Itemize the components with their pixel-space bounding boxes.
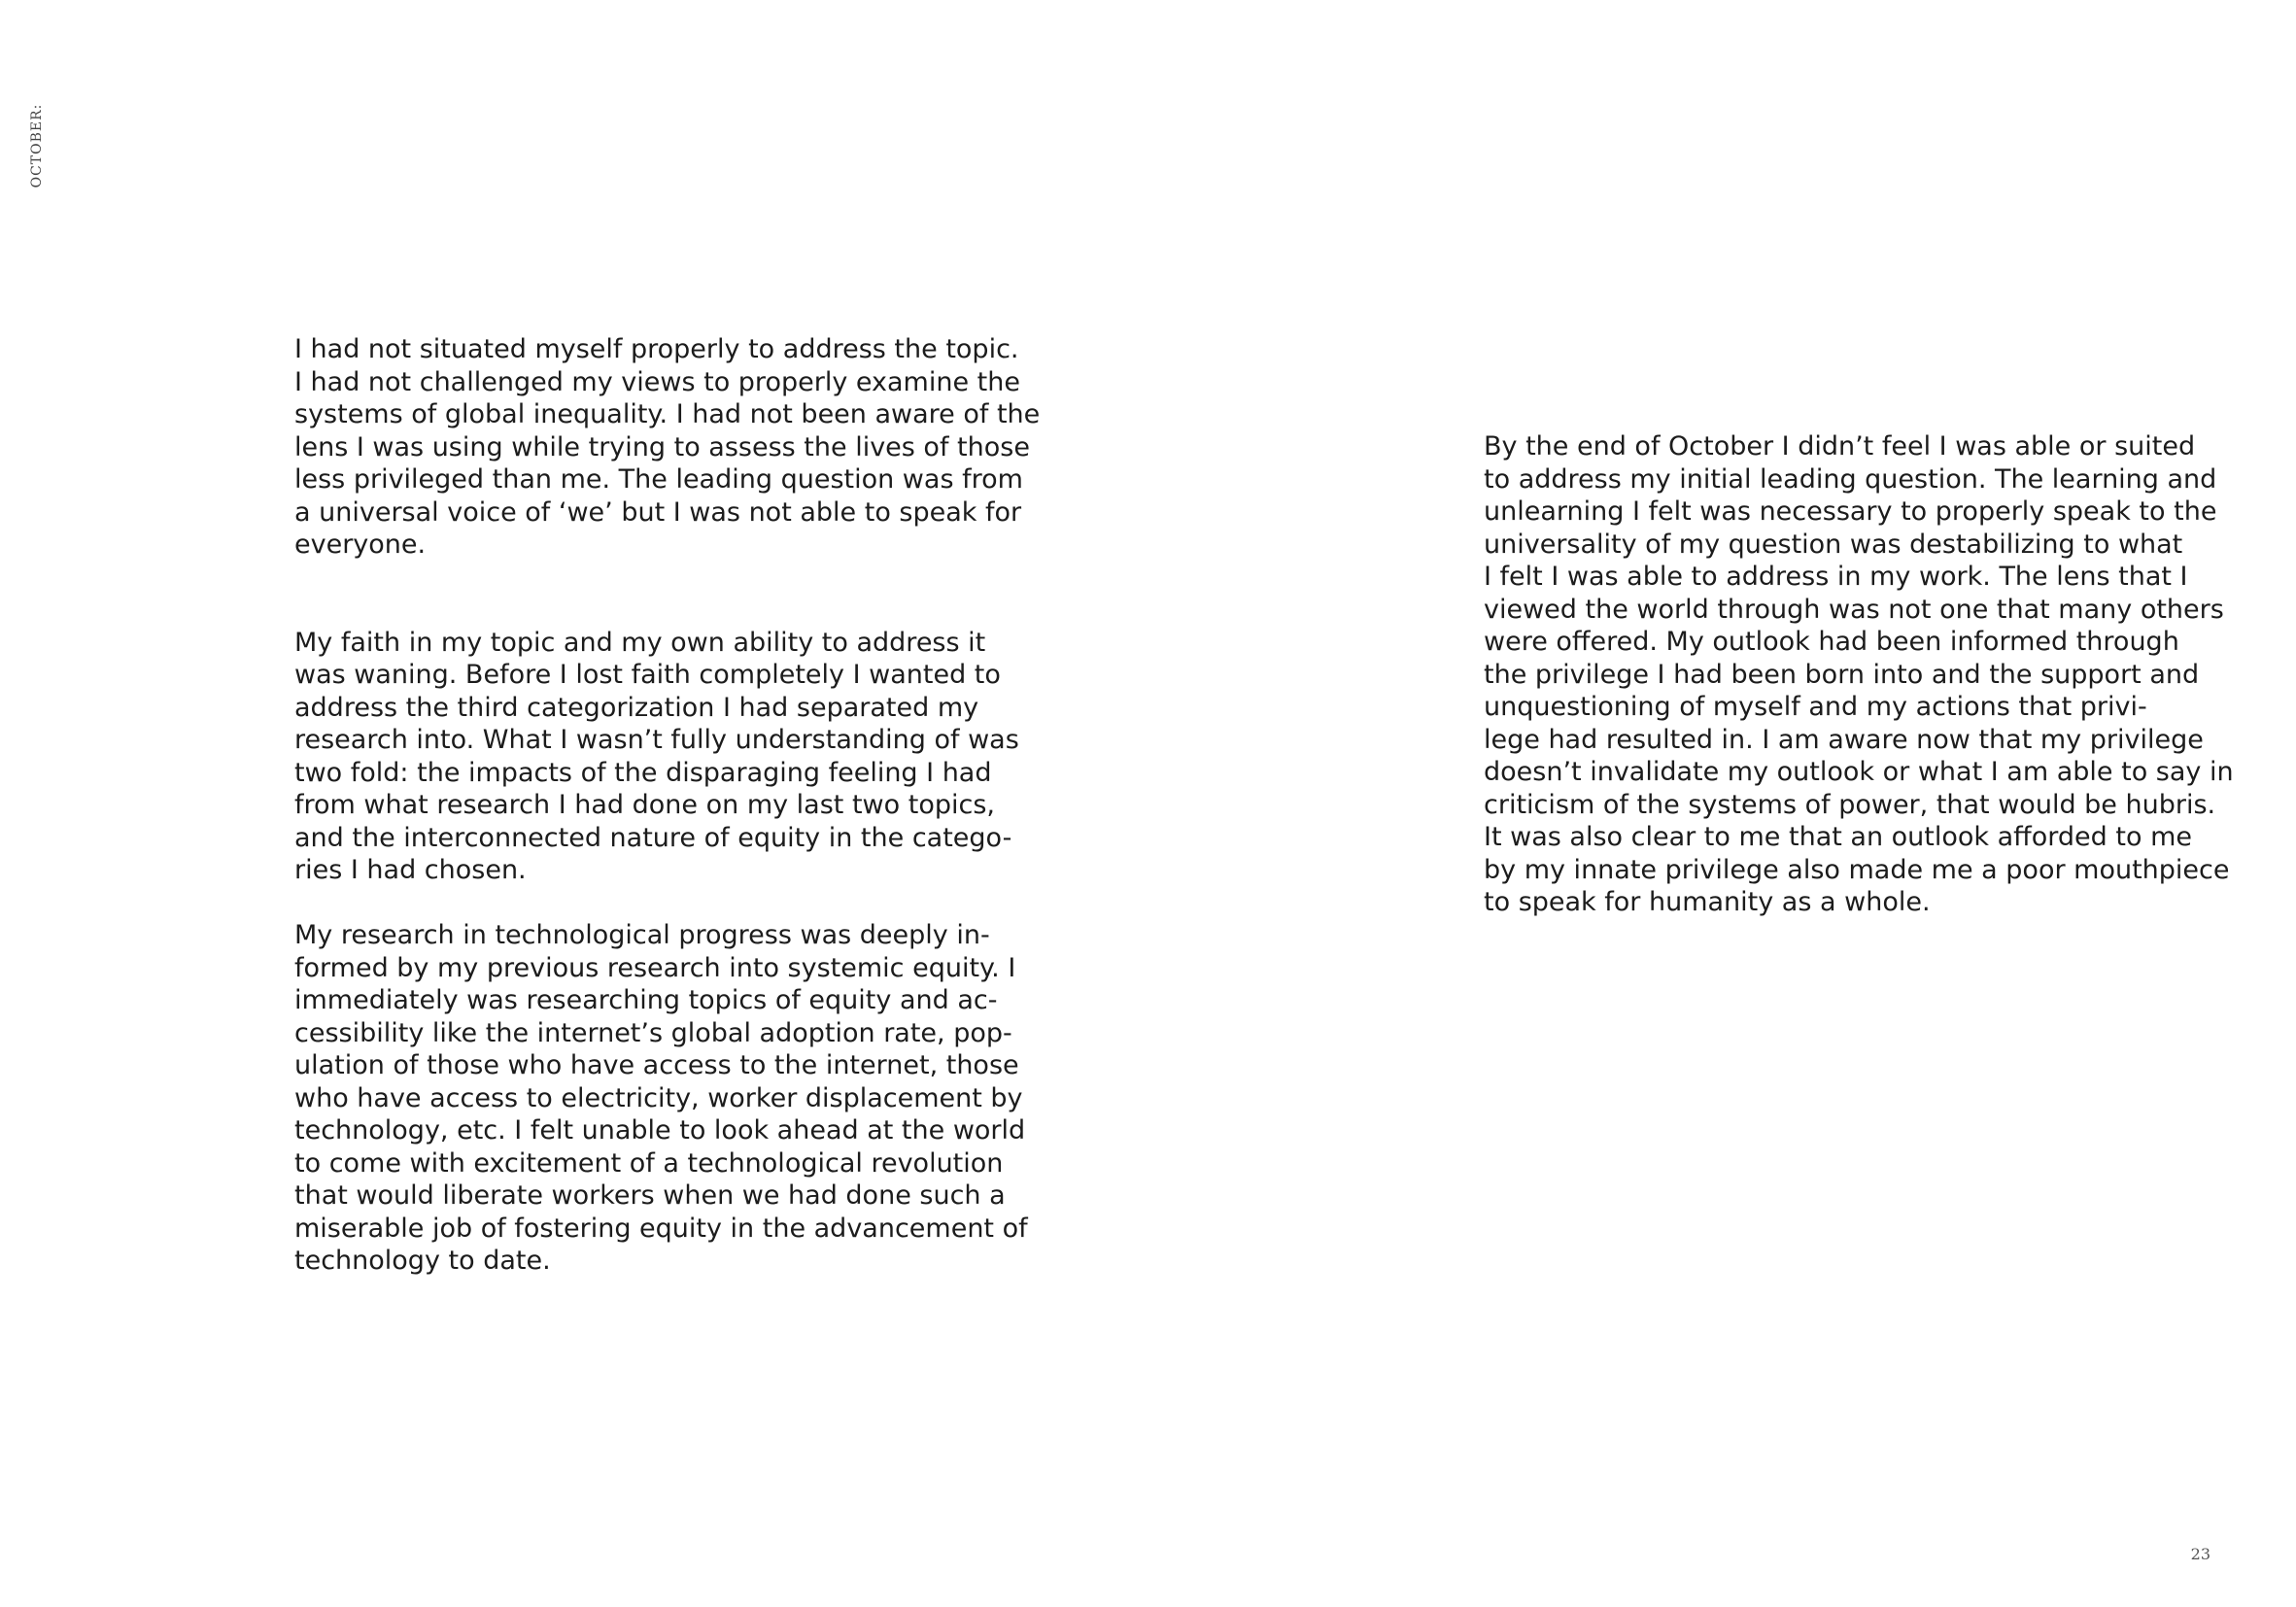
text-line: technology, etc. I felt unable to look ahead at the world bbox=[294, 1115, 1026, 1145]
text-line: everyone. bbox=[294, 530, 427, 560]
text-line: a universal voice of ‘we’ but I was not able to speak for bbox=[294, 496, 1022, 528]
text-line: systems of global inequality. I had not been aware of the bbox=[294, 399, 1041, 429]
text-line: to speak for humanity as a whole. bbox=[1484, 887, 1931, 917]
text-line: It was also clear to me that an outlook afforded to me bbox=[1484, 822, 2192, 852]
text-line: lege had resulted in. I am aware now that my privilege bbox=[1484, 724, 2204, 755]
paragraph bbox=[294, 333, 1041, 562]
text-line: that would liberate workers when we had done such a bbox=[294, 1180, 1006, 1211]
text-line: the privilege I had been born into and the support and bbox=[1484, 659, 2200, 690]
text-line: unquestioning of myself and my actions that privi- bbox=[1484, 692, 2147, 722]
text-line: universality of my question was destabilizing to what bbox=[1484, 529, 2183, 560]
text-line: to come with excitement of a technological revolution bbox=[294, 1147, 1004, 1179]
text-line: technology to date. bbox=[294, 1246, 551, 1276]
right-text-column bbox=[1484, 430, 2234, 919]
text-line: ries I had chosen. bbox=[294, 855, 527, 885]
text-line: research into. What I wasn’t fully understanding of was bbox=[294, 725, 1019, 755]
page-number: 23 bbox=[2190, 1545, 2210, 1563]
text-line: from what research I had done on my last two topics, bbox=[294, 790, 995, 820]
text-line: I had not situated myself properly to address the topic. bbox=[294, 334, 1019, 364]
text-line: less privileged than me. The leading question was from bbox=[294, 464, 1023, 495]
text-line: to address my initial leading question. The learning and bbox=[1484, 463, 2217, 495]
left-text-column bbox=[294, 333, 1041, 1278]
text-line: was waning. Before I lost faith completely I wanted to bbox=[294, 660, 1001, 690]
text-line: criticism of the systems of power, that would be hubris. bbox=[1484, 789, 2216, 820]
text-line: two fold: the impacts of the disparaging feeling I had bbox=[294, 757, 992, 788]
text-line: formed by my previous research into systemic equity. I bbox=[294, 952, 1016, 983]
paragraph bbox=[294, 627, 1033, 887]
section-label: OCTOBER: bbox=[29, 103, 45, 188]
text-line: By the end of October I didn’t feel I was able or suited bbox=[1484, 431, 2196, 462]
text-line: and the interconnected nature of equity in the catego- bbox=[294, 822, 1012, 853]
text-line: address the third categorization I had separated my bbox=[294, 692, 979, 723]
text-line: by my innate privilege also made me a poor mouthpiece bbox=[1484, 854, 2230, 885]
text-line: miserable job of fostering equity in the advancement of bbox=[294, 1213, 1028, 1244]
paragraph bbox=[294, 919, 1033, 1278]
text-line: doesn’t invalidate my outlook or what I am able to say in bbox=[1484, 757, 2234, 787]
text-line: I had not challenged my views to properly examine the bbox=[294, 366, 1020, 397]
text-line: My faith in my topic and my own ability to address it bbox=[294, 627, 986, 658]
text-line: I felt I was able to address in my work. The lens that I bbox=[1484, 562, 2188, 592]
paragraph-spacer bbox=[294, 887, 1033, 920]
paragraph bbox=[1484, 430, 2234, 919]
text-line: immediately was researching topics of equity and ac- bbox=[294, 985, 998, 1015]
text-line: who have access to electricity, worker displacement by bbox=[294, 1082, 1023, 1113]
text-line: unlearning I felt was necessary to properly speak to the bbox=[1484, 496, 2217, 527]
paragraph-spacer bbox=[294, 562, 1033, 627]
text-line: were offered. My outlook had been informed through bbox=[1484, 627, 2179, 657]
text-line: My research in technological progress was deeply in- bbox=[294, 920, 990, 950]
text-line: lens I was using while trying to assess the lives of those bbox=[294, 431, 1030, 462]
text-line: ulation of those who have access to the internet, those bbox=[294, 1050, 1019, 1080]
text-line: cessibility like the internet’s global adoption rate, pop- bbox=[294, 1017, 1012, 1048]
text-line: viewed the world through was not one that many others bbox=[1484, 594, 2224, 625]
